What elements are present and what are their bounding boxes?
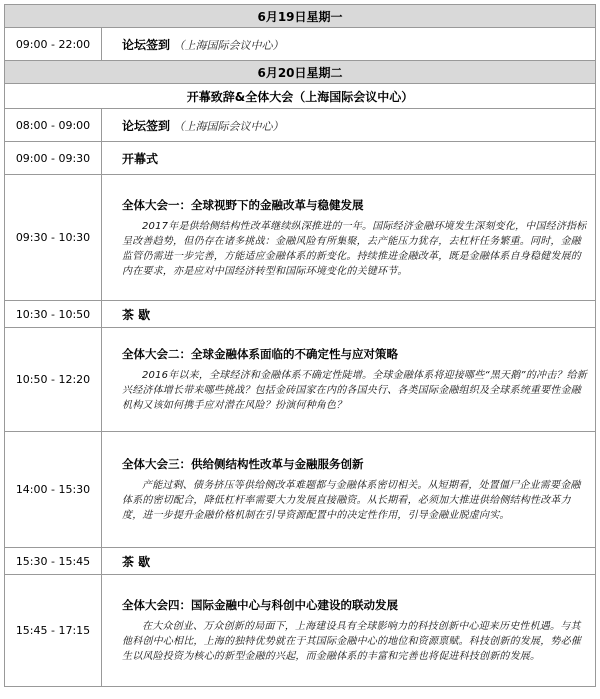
session-title: 全体大会四：国际金融中心与科创中心建设的联动发展 [122,598,398,612]
time-cell: 15:30 - 15:45 [5,548,102,575]
session-description: 2017年是供给侧结构性改革继续纵深推进的一年。国际经济金融环境发生深刻变化，中国经济指标呈改善趋势，但仍存在诸多挑战：金融风险有所集聚，去产能压力犹存，去杠杆任务繁重。同时，金融监管仍需进一步完善，方能适应金融体系的新变化。持续推进金融改革，既是金融体系自身稳健发展的内在要求，亦是应对中国经济转型和国际环境变化的关键环节。 [122,220,587,277]
schedule-table [4,4,596,687]
day-header-row [5,61,596,84]
session-cell [102,328,596,432]
day2-header: 6月20日星期二 [5,61,596,84]
table-row [5,142,596,175]
plenary-header-row [5,84,596,109]
table-row [5,109,596,142]
time-cell: 09:00 - 22:00 [5,28,102,61]
session-title: 全体大会一：全球视野下的金融改革与稳健发展 [122,197,364,212]
table-row [5,548,596,575]
session-description: 在大众创业、万众创新的局面下，上海建设具有全球影响力的科技创新中心迎来历史性机遇。与其他科创中心相比，上海的独特优势就在于其国际金融中心的地位和资源禀赋。科技创新的发展，势必催生以风险投资为核心的新型金融的兴起，而金融体系的丰富和完善也将促进科技创新的发展。 [122,621,581,662]
break-title: 茶 歇 [122,307,151,322]
table-row [5,28,596,61]
session-cell [102,575,596,687]
event-venue: （上海国际会议中心） [173,119,284,133]
event-cell [102,548,596,575]
time-cell: 10:50 - 12:20 [5,328,102,432]
event-title: 论坛签到 [122,37,171,52]
session-title: 全体大会三：供给侧结构性改革与金融服务创新 [122,457,364,471]
event-venue: （上海国际会议中心） [173,38,284,52]
session-title: 全体大会二：全球金融体系面临的不确定性与应对策略 [122,347,398,361]
break-title: 茶 歇 [122,554,151,569]
time-cell: 14:00 - 15:30 [5,432,102,548]
time-cell: 09:00 - 09:30 [5,142,102,175]
time-cell: 09:30 - 10:30 [5,175,102,301]
table-row [5,432,596,548]
event-title: 论坛签到 [122,118,171,133]
session-description: 2016年以来，全球经济和金融体系不确定性陡增。全球金融体系将迎接哪些“黑天鹅”的冲击？给新兴经济体增长带来哪些挑战？包括金砖国家在内的各国央行、各类国际金融组织及全球系统重要性金融机构又该如何携手应对潜在风险？扮演何种角色？ [122,370,588,411]
table-row [5,575,596,687]
table-row [5,328,596,432]
table-row [5,175,596,301]
day1-header: 6月19日星期一 [5,5,596,28]
time-cell: 15:45 - 17:15 [5,575,102,687]
plenary-header: 开幕致辞&全体大会（上海国际会议中心） [5,84,596,109]
day-header-row [5,5,596,28]
event-cell [102,28,596,61]
time-cell: 10:30 - 10:50 [5,301,102,328]
event-cell [102,301,596,328]
event-cell [102,142,596,175]
session-description: 产能过剩、债务挤压等供给侧改革难题都与金融体系密切相关。从短期看，处置僵尸企业需要金融体系的密切配合，降低杠杆率需要大力发展直接融资。从长期看，必须加大推进供给侧结构性改革力度，进一步提升金融价格机制在引导资源配置中的决定性作用，引导金融业脱虚向实。 [122,480,581,521]
event-title: 开幕式 [122,151,159,166]
event-cell [102,109,596,142]
session-cell [102,175,596,301]
session-cell [102,432,596,548]
table-row [5,301,596,328]
time-cell: 08:00 - 09:00 [5,109,102,142]
